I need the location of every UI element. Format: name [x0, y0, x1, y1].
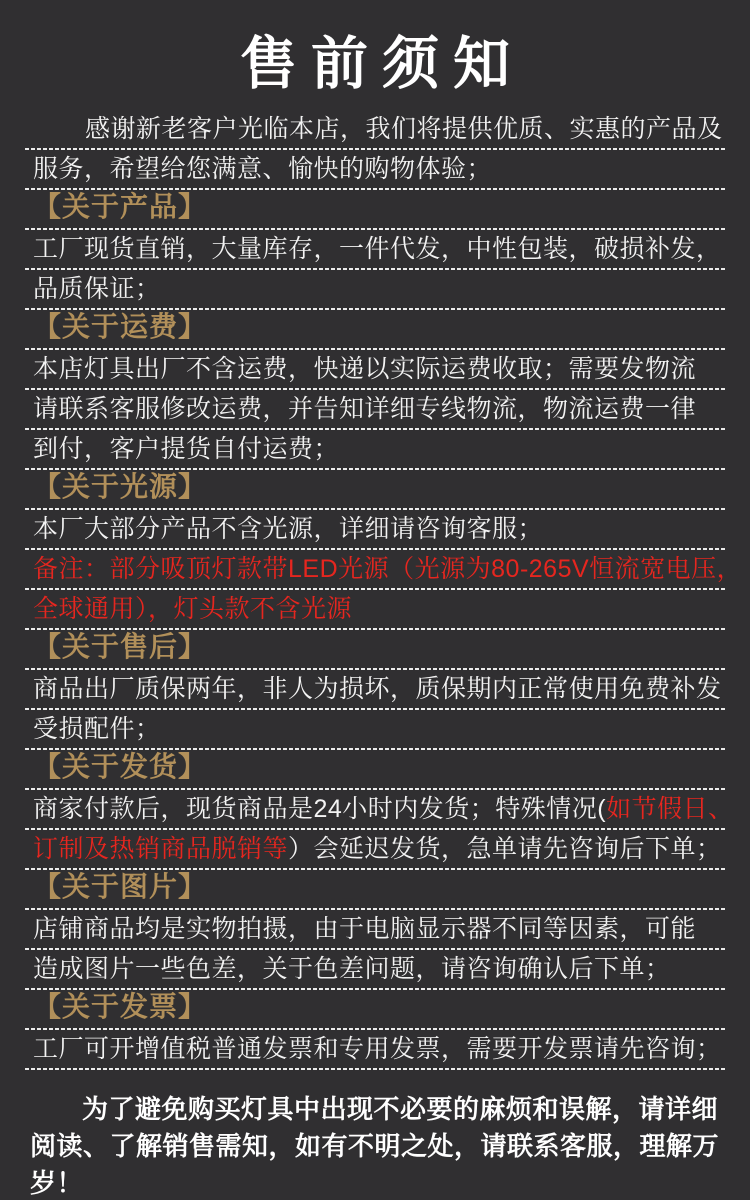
notice-text-row	[25, 510, 725, 550]
text-segment: 请联系客服修改运费，并告知详细专线物流，物流运费一律	[33, 395, 697, 423]
section-header-row	[25, 470, 725, 510]
text-segment: 【关于图片】	[33, 871, 208, 902]
notice-text-row	[25, 230, 725, 270]
text-segment: 【关于售后】	[33, 631, 208, 662]
text-segment: 工厂可开增值税普通发票和专用发票，需要开发票请先咨询；	[33, 1035, 722, 1063]
footer-note: 为了避免购买灯具中出现不必要的麻烦和误解，请详细阅读、了解销售需知，如有不明之处，请联系客服，理解万岁！	[30, 1094, 720, 1198]
text-segment: 受损配件；	[33, 715, 161, 743]
notice-text-row	[25, 910, 725, 950]
text-segment: 工厂现货直销，大量库存，一件代发，中性包装，破损补发，	[33, 235, 722, 263]
text-segment: 商家付款后，现货商品是24小时内发货；特殊情况(	[33, 795, 607, 823]
text-segment: 本厂大部分产品不含光源，详细请咨询客服；	[33, 515, 544, 543]
text-segment: 商品出厂质保两年，非人为损坏，质保期内正常使用免费补发	[33, 675, 722, 703]
text-segment: 店铺商品均是实物拍摄，由于电脑显示器不同等因素，可能	[33, 915, 697, 943]
text-segment: 如节假日、	[606, 795, 734, 823]
notice-text-row	[25, 110, 725, 150]
text-segment: 造成图片一些色差，关于色差问题，请咨询确认后下单；	[33, 955, 671, 983]
notice-text-row	[25, 790, 734, 830]
text-segment: ）会延迟发货，急单请先咨询后下单；	[288, 835, 722, 863]
notice-text-row	[25, 430, 725, 470]
text-segment: 服务，希望给您满意、愉快的购物体验；	[33, 155, 493, 183]
text-segment: 品质保证；	[33, 275, 161, 303]
section-header-row	[25, 630, 725, 670]
text-segment: 【关于光源】	[33, 471, 208, 502]
section-header-row	[25, 990, 725, 1030]
notice-text-row	[25, 670, 725, 710]
section-header-row	[25, 870, 725, 910]
text-segment: 备注：部分吸顶灯款带LED光源（光源为80-265V恒流宽电压，	[33, 555, 743, 583]
notice-text-row	[25, 590, 725, 630]
text-segment: 订制及热销商品脱销等	[33, 835, 289, 863]
section-header-row	[25, 310, 725, 350]
text-segment: 【关于发货】	[33, 751, 208, 782]
section-header-row	[25, 750, 725, 790]
page-title: 售前须知	[240, 32, 524, 96]
section-header-row	[25, 190, 725, 230]
notice-text-row	[25, 950, 725, 990]
text-segment: 【关于发票】	[33, 991, 208, 1022]
text-segment: 感谢新老客户光临本店，我们将提供优质、实惠的产品及	[85, 115, 723, 143]
text-segment: 【关于运费】	[33, 311, 208, 342]
notice-text-row	[25, 150, 725, 190]
notice-text-row	[25, 270, 725, 310]
notice-text-row	[25, 390, 725, 430]
notice-text-row	[25, 710, 725, 750]
notice-text-row	[25, 1030, 725, 1070]
text-segment: 【关于产品】	[33, 191, 208, 222]
text-segment: 到付，客户提货自付运费；	[33, 435, 340, 463]
text-segment: 全球通用），灯头款不含光源	[33, 595, 353, 623]
notice-rows	[25, 110, 743, 1070]
notice-text-row	[25, 350, 725, 390]
notice-text-row	[25, 550, 743, 590]
text-segment: 本店灯具出厂不含运费，快递以实际运费收取；需要发物流	[33, 355, 697, 383]
notice-text-row	[25, 830, 725, 870]
